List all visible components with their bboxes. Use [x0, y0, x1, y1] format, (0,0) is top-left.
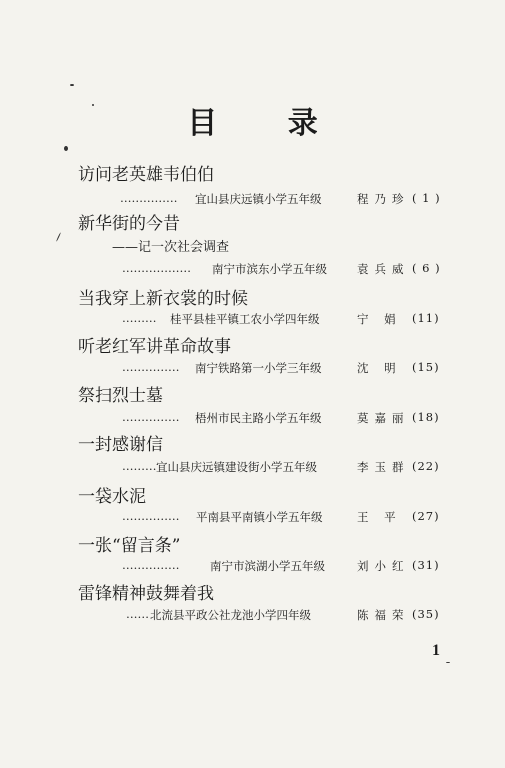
- leader-dots: ……………: [122, 509, 180, 523]
- entry-line: [0, 509, 505, 525]
- entry-title: 一封感谢信: [78, 435, 163, 455]
- entry-line: [0, 558, 505, 574]
- leader-dots: ………: [122, 459, 157, 473]
- entry-author: 刘小红: [357, 559, 410, 573]
- entry-page: (27): [412, 509, 440, 523]
- leader-dots: ……………: [122, 410, 180, 424]
- entry-author: 陈福荣: [357, 608, 410, 622]
- entry-title: 祭扫烈士墓: [78, 386, 163, 406]
- entry-school: 梧州市民主路小学五年级: [195, 411, 322, 425]
- entry-title: 听老红军讲革命故事: [78, 337, 231, 357]
- entry-page: (18): [412, 410, 440, 424]
- entry-school: 宜山县庆远镇建设街小学五年级: [156, 460, 317, 474]
- entry-school: 南宁市滨东小学五年级: [212, 262, 327, 276]
- entry-page: (11): [412, 311, 440, 325]
- entry-school: 桂平县桂平镇工农小学四年级: [170, 312, 320, 326]
- entry-title: 一袋水泥: [78, 487, 146, 507]
- entry-line: [0, 191, 505, 207]
- page-title: 目 录: [187, 106, 348, 141]
- entry-line: [0, 459, 505, 475]
- entry-line: [0, 607, 505, 623]
- entry-school: 北流县平政公社龙池小学四年级: [150, 608, 311, 622]
- entry-line: [0, 360, 505, 376]
- scan-speck: [56, 232, 61, 241]
- scan-speck: [70, 84, 74, 86]
- leader-dots: ……………: [122, 360, 180, 374]
- leader-dots: ……………: [120, 191, 178, 205]
- entry-title: 新华街的今昔: [78, 214, 180, 234]
- scan-speck: [92, 104, 94, 106]
- page-number: 1: [432, 642, 440, 659]
- leader-dots: ……: [126, 607, 149, 621]
- entry-school: 平南县平南镇小学五年级: [196, 510, 323, 524]
- entry-page: (15): [412, 360, 440, 374]
- entry-school: 南宁市滨湖小学五年级: [210, 559, 325, 573]
- entry-author: 宁 娟: [357, 312, 402, 326]
- entry-line: [0, 311, 505, 327]
- entry-title: 当我穿上新衣裳的时候: [78, 289, 248, 309]
- entry-title: 一张“留言条”: [78, 536, 181, 556]
- scan-speck: [446, 662, 450, 663]
- entry-line: [0, 410, 505, 426]
- entry-line: [0, 261, 505, 277]
- leader-dots: ……………: [122, 558, 180, 572]
- entry-page: (22): [412, 459, 440, 473]
- entry-author: 沈 明: [357, 361, 402, 375]
- entry-title: 雷锋精神鼓舞着我: [78, 584, 214, 604]
- entry-author: 王 平: [357, 510, 402, 524]
- entry-author: 袁兵威: [357, 262, 410, 276]
- scan-speck: [64, 146, 68, 151]
- entry-author: 李玉群: [357, 460, 410, 474]
- entry-author: 程乃珍: [357, 192, 410, 206]
- entry-page: ( 6 ): [412, 261, 441, 275]
- leader-dots: ………: [122, 311, 157, 325]
- entry-title: 访问老英雄韦伯伯: [78, 165, 214, 185]
- entry-page: (31): [412, 558, 440, 572]
- entry-school: 南宁铁路第一小学三年级: [195, 361, 322, 375]
- entry-page: (35): [412, 607, 440, 621]
- entry-author: 莫嘉丽: [357, 411, 410, 425]
- entry-page: ( 1 ): [412, 191, 441, 205]
- entry-school: 宜山县庆远镇小学五年级: [195, 192, 322, 206]
- entry-subtitle: ——记一次社会调查: [112, 240, 230, 255]
- leader-dots: ………………: [122, 261, 191, 275]
